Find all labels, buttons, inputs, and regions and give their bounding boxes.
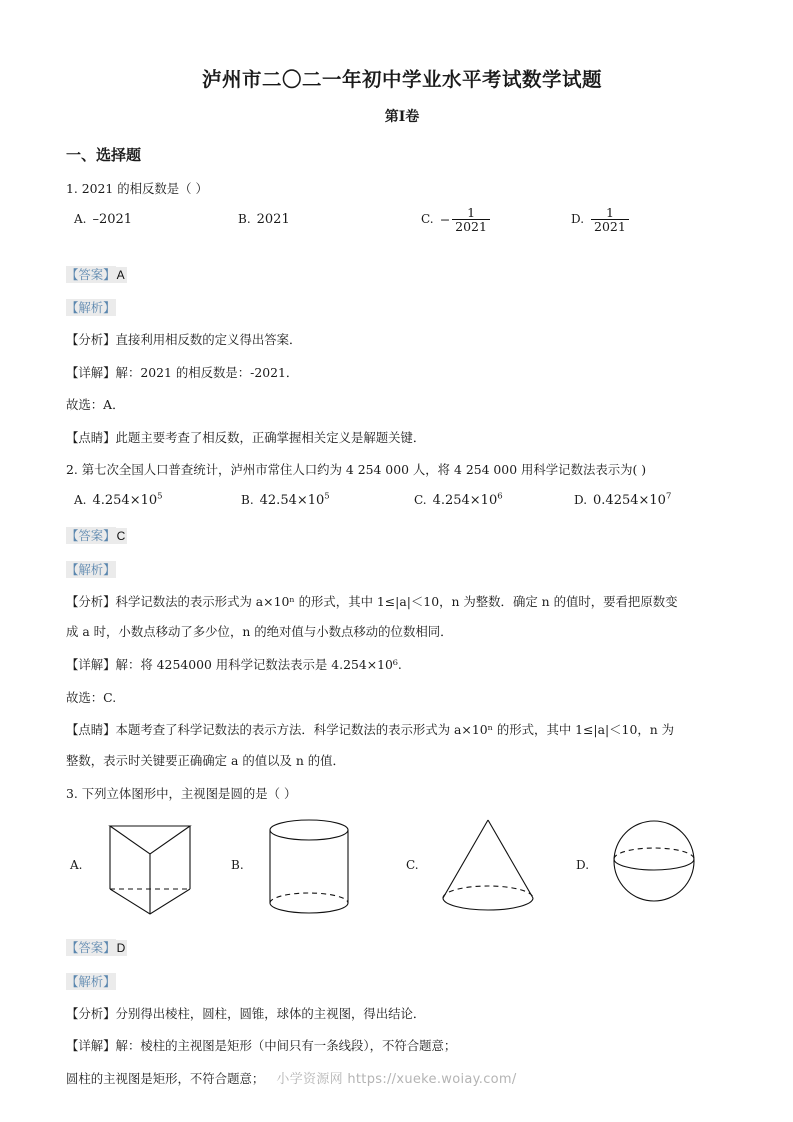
option-text: [260, 492, 330, 509]
denominator: 2021: [591, 219, 629, 234]
answer-label: 【答案】: [66, 528, 116, 544]
question-1-answer-line: [66, 266, 738, 284]
question-2-answer-line: [66, 527, 738, 545]
page-subtitle: 第I卷: [384, 109, 420, 126]
answer-label: 【答案】: [66, 266, 116, 282]
numerator: 1: [605, 204, 614, 220]
question-2-stem: 2. 第七次全国人口普查统计，泸州市常住人口约为 4 254 000 人，将 4 254 000 用科学记数法表示为( ): [66, 462, 647, 478]
analysis-label: 【解析】: [66, 973, 116, 989]
question-3-xiangjie: 【详解】解：棱柱的主视图是矩形（中间只有一条线段），不符合题意；: [66, 1038, 457, 1054]
option-letter: A.: [74, 211, 87, 226]
question-1-options: [66, 204, 738, 251]
option-letter: B.: [238, 211, 251, 226]
exponent: 5: [157, 492, 163, 503]
question-2-xiangjie: 【详解】解：将 4254000 用科学记数法表示是 4.254×10⁶.: [66, 657, 402, 673]
negative-sign: −: [439, 211, 451, 227]
question-2-fenxi-line2: 成 a 时，小数点移动了多少位，n 的绝对值与小数点移动的位数相同．: [66, 624, 453, 640]
answer-value: D: [116, 941, 126, 956]
analysis-label: 【解析】: [66, 300, 116, 316]
question-3-figure-options: [66, 814, 738, 924]
mantissa: 0.4254×10: [593, 493, 666, 509]
option-text: 2021: [256, 211, 290, 227]
option-letter: A.: [70, 858, 83, 873]
option-3-b[interactable]: [231, 814, 401, 924]
question-2-fenxi-line1: 【分析】科学记数法的表示形式为 a×10ⁿ 的形式，其中 1≤|a|＜10，n 为整数．确定 n 的值时，要看把原数变: [66, 593, 678, 609]
question-2-dianjing-line2: 整数，表示时关键要正确确定 a 的值以及 n 的值．: [66, 752, 345, 768]
question-1-xiangjie: 【详解】解：2021 的相反数是：-2021．: [66, 364, 299, 380]
answer-label: 【答案】: [66, 940, 116, 956]
mantissa: 4.254×10: [432, 493, 498, 509]
denominator: 2021: [452, 219, 490, 234]
option-letter: C.: [406, 858, 419, 873]
option-letter: C.: [421, 211, 434, 226]
option-letter: D.: [574, 493, 588, 508]
question-1-stem: 1. 2021 的相反数是（ ）: [66, 180, 208, 196]
option-letter: B.: [241, 493, 254, 508]
option-2-a[interactable]: [74, 492, 163, 509]
exponent: 5: [324, 492, 330, 503]
question-3-stem: 3. 下列立体图形中，主视图是圆的是（ ）: [66, 785, 297, 801]
answer-value: A: [116, 267, 125, 282]
question-2-guxuan: 故选：C.: [66, 689, 117, 705]
option-1-b[interactable]: [238, 211, 290, 228]
page-content: [66, 0, 738, 1089]
question-2-options: [66, 492, 738, 512]
section-heading: 一、选择题: [66, 146, 142, 165]
mantissa: 42.54×10: [259, 493, 325, 509]
question-2-analysis-label: [66, 561, 738, 579]
question-2-dianjing-line1: 【点睛】本题考查了科学记数法的表示方法．科学记数法的表示形式为 a×10ⁿ 的形式，其中 1≤|a|＜10，n 为: [66, 722, 675, 738]
option-letter: C.: [414, 493, 427, 508]
mantissa: 4.254×10: [92, 493, 158, 509]
question-3-continuation: 圆柱的主视图是矩形，不符合题意；: [66, 1071, 265, 1087]
option-1-a[interactable]: [74, 211, 132, 228]
option-2-d[interactable]: [574, 492, 671, 509]
triangular-prism-icon: [90, 814, 210, 924]
option-2-b[interactable]: [241, 492, 330, 509]
answer-value: C: [116, 529, 126, 544]
exponent: 7: [665, 492, 672, 503]
cylinder-icon: [251, 814, 371, 924]
fraction-one-over-2021: [591, 206, 629, 234]
option-text: [593, 492, 671, 509]
option-3-c[interactable]: [406, 814, 576, 924]
question-1-fenxi: 【分析】直接利用相反数的定义得出答案．: [66, 332, 302, 348]
analysis-label: 【解析】: [66, 561, 116, 577]
page-title: 泸州市二〇二一年初中学业水平考试数学试题: [201, 68, 602, 91]
option-text: –2021: [92, 211, 133, 227]
question-1-analysis-label: [66, 299, 738, 317]
option-3-a[interactable]: [70, 814, 235, 924]
option-2-c[interactable]: [414, 492, 503, 509]
option-letter: D.: [571, 211, 585, 226]
question-3-analysis-label: [66, 973, 738, 991]
option-letter: B.: [231, 858, 244, 873]
option-letter: A.: [74, 493, 87, 508]
option-1-c[interactable]: [421, 204, 491, 239]
question-3-answer-line: [66, 939, 738, 957]
option-1-d[interactable]: [571, 204, 630, 239]
question-1-guxuan: 故选：A．: [66, 397, 125, 413]
option-letter: D.: [576, 858, 590, 873]
option-text: [92, 492, 162, 509]
sphere-icon: [596, 814, 716, 924]
option-text: [433, 492, 503, 509]
question-1-dianjing: 【点睛】此题主要考查了相反数，正确掌握相关定义是解题关键．: [66, 429, 426, 445]
numerator: 1: [467, 204, 476, 220]
footer-watermark: 小学资源网 https://xueke.woiay.com/: [276, 1072, 517, 1087]
option-3-d[interactable]: [576, 814, 738, 924]
question-3-fenxi: 【分析】分别得出棱柱，圆柱，圆锥，球体的主视图，得出结论．: [66, 1005, 426, 1021]
exponent: 6: [497, 492, 503, 503]
cone-icon: [426, 814, 556, 924]
fraction-one-over-2021: [452, 206, 490, 234]
